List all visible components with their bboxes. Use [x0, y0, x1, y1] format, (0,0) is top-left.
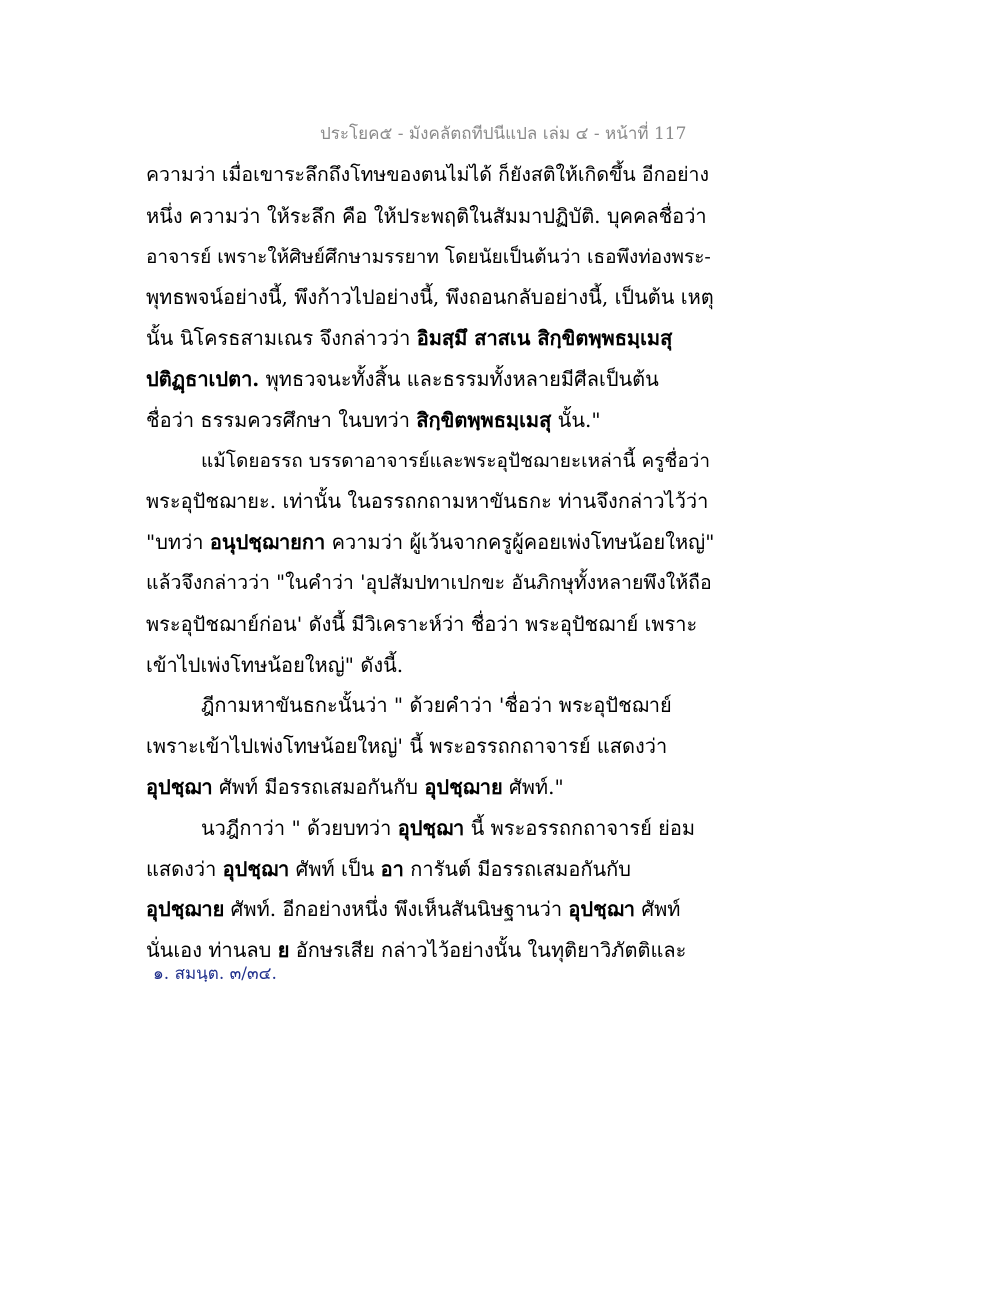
footnote: ๑. สมนฺต. ๓/๓๔.	[153, 964, 277, 984]
text-line	[146, 441, 716, 482]
text-line	[146, 604, 716, 645]
text-segment: นวฎีกาว่า " ด้วยบทว่า	[201, 815, 398, 840]
pali-term: อุปชฺฌา	[397, 815, 465, 840]
text-line	[146, 808, 716, 849]
text-line	[146, 237, 716, 278]
pali-term: อุปชฺฌาย	[146, 897, 225, 922]
pali-term: อุปชฺฌา	[146, 774, 213, 799]
text-segment: อาจารย์ เพราะให้ศิษย์ศึกษามรรยาท โดยนัยเป็นต้นว่า เธอพึงท่องพระ-	[146, 245, 711, 268]
text-line	[146, 522, 716, 563]
text-segment: ความว่า เมื่อเขาระลึกถึงโทษของตนไม่ได้ ก็ยังสติให้เกิดขึ้น อีกอย่าง	[146, 163, 709, 186]
text-segment: "บทว่า	[146, 530, 210, 555]
text-segment: ศัพท์. อีกอย่างหนึ่ง พึงเห็นสันนิษฐานว่า	[224, 897, 569, 922]
text-segment: การันต์ มีอรรถเสมอกันกับ	[403, 856, 631, 881]
text-line	[146, 889, 716, 930]
text-line	[146, 849, 716, 890]
pali-term: อุปชฺฌา	[568, 897, 636, 922]
text-segment: นั้น นิโครธสามเณร จึงกล่าวว่า	[146, 326, 417, 351]
body-text	[146, 155, 716, 971]
text-segment: หนึ่ง ความว่า ให้ระลึก คือ ให้ประพฤติในสัมมาปฏิบัติ. บุคคลชื่อว่า	[146, 203, 707, 228]
text-segment: พระอุปัชฌายะ. เท่านั้น ในอรรถกถามหาขันธกะ ท่านจึงกล่าวไว้ว่า	[146, 489, 709, 514]
pali-term: อนุปชฺฌายกา	[209, 530, 326, 555]
pali-term: อิมสฺมึ สาสเน สิกฺขิตพฺพธมฺเมสุ	[416, 326, 673, 351]
pali-term: อา	[380, 856, 404, 881]
text-segment: ศัพท์	[635, 897, 681, 922]
pali-term: สิกฺขิตพฺพธมฺเมสุ	[416, 407, 552, 432]
text-segment: นั้น."	[551, 407, 601, 432]
text-segment: นั่นเอง ท่านลบ	[146, 938, 278, 963]
text-line	[146, 481, 716, 522]
text-line	[146, 645, 716, 686]
text-segment: เพราะเข้าไปเพ่งโทษน้อยใหญ่' นี้ พระอรรถกถาจารย์ แสดงว่า	[146, 734, 668, 759]
pali-term: อุปชฺฌา	[222, 856, 290, 881]
text-line	[146, 318, 716, 359]
text-segment: พุทธพจน์อย่างนี้, พึงก้าวไปอย่างนี้, พึงถอนกลับอย่างนี้, เป็นต้น เหตุ	[146, 285, 714, 310]
text-segment: แม้โดยอรรถ บรรดาอาจารย์และพระอุปัชฌายะเหล่านี้ ครูชื่อว่า	[201, 449, 711, 472]
pali-term: ย	[277, 938, 290, 963]
text-segment: เข้าไปเพ่งโทษน้อยใหญ่" ดังนี้.	[146, 652, 404, 677]
text-segment: แล้วจึงกล่าวว่า "ในคำว่า 'อุปสัมปทาเปกขะ อันภิกษุทั้งหลายพึงให้ถือ	[146, 570, 712, 594]
text-segment: แสดงว่า	[146, 856, 223, 881]
text-segment: นี้ พระอรรถกถาจารย์ ย่อม	[464, 815, 696, 840]
text-line	[146, 196, 716, 237]
text-line	[146, 277, 716, 318]
text-line	[146, 400, 716, 441]
text-segment: ศัพท์ มีอรรถเสมอกันกับ	[212, 774, 425, 799]
text-line	[146, 685, 716, 726]
text-segment: พระอุปัชฌาย์ก่อน' ดังนี้ มีวิเคราะห์ว่า ชื่อว่า พระอุปัชฌาย์ เพราะ	[146, 611, 698, 636]
text-segment: ศัพท์."	[502, 774, 564, 799]
text-line	[146, 359, 716, 400]
text-segment: ฎีกามหาขันธกะนั้นว่า " ด้วยคำว่า 'ชื่อว่า พระอุปัชฌาย์	[201, 693, 672, 718]
pali-term: อุปชฺฌาย	[424, 774, 503, 799]
text-line	[146, 155, 716, 196]
text-segment: ชื่อว่า ธรรมควรศึกษา ในบทว่า	[146, 407, 417, 432]
text-segment: ศัพท์ เป็น	[289, 856, 381, 881]
text-segment: ความว่า ผู้เว้นจากครูผู้คอยเพ่งโทษน้อยใหญ่"	[325, 530, 715, 555]
running-header: ประโยค๕ - มังคลัตถทีปนีแปล เล่ม ๔ - หน้าที่ 117	[320, 124, 687, 144]
text-segment: อักษรเสีย กล่าวไว้อย่างนั้น ในทุติยาวิภัตติและ	[289, 938, 687, 963]
pali-term: ปติฏฺธาเปตา.	[146, 366, 260, 391]
text-segment: พุทธวจนะทั้งสิ้น และธรรมทั้งหลายมีศีลเป็นต้น	[259, 366, 659, 391]
text-line	[146, 767, 716, 808]
text-line	[146, 563, 716, 604]
text-line	[146, 726, 716, 767]
